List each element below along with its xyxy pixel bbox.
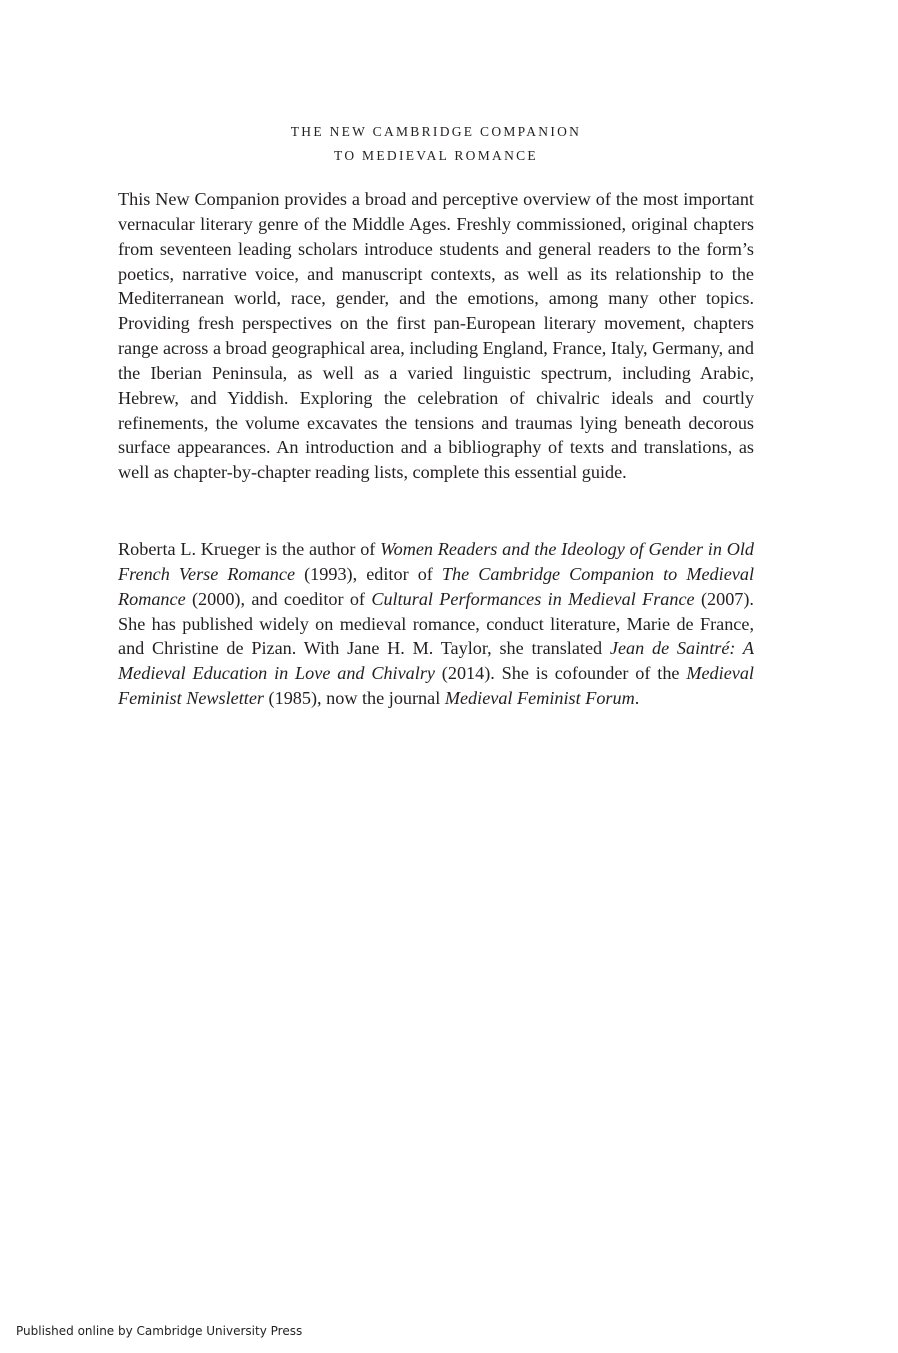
book-title [0, 120, 872, 168]
book-title-line-1: THE NEW CAMBRIDGE COMPANION [290, 124, 582, 139]
work-title: Medieval Feminist Forum [444, 688, 635, 709]
publisher-footer: Published online by Cambridge University Press [16, 1324, 303, 1338]
bio-text: (2014). She is cofounder of the [434, 663, 687, 684]
work-title: The Cambridge Companion to Medieval Romance [118, 563, 754, 609]
work-title: Medieval Feminist Newsletter [118, 663, 754, 709]
bio-text: (1985), now the journal [264, 688, 445, 709]
work-title: Jean de Saintré: A Medieval Education in Love and Chivalry [118, 638, 755, 684]
work-title: Cultural Performances in Medieval France [371, 588, 695, 609]
bio-text: (2000), and coeditor of [185, 588, 372, 609]
book-title-line-2: TO MEDIEVAL ROMANCE [334, 148, 538, 163]
bio-text: (2007). She has published widely on medieval romance, conduct literature, Marie de France, and Christine de Pizan. With Jane H. M. Taylor, she translated [118, 588, 754, 659]
bio-text: . [634, 688, 640, 709]
bio-text: (1993), editor of [295, 563, 442, 584]
author-biography [118, 537, 754, 711]
book-description: This New Companion provides a broad and perceptive overview of the most important vernacular literary genre of the Middle Ages. Freshly commissioned, original chapters from seventeen leading scholars introduce students and general readers to the form’s poetics, narrative voice, and manuscript contexts, as well as its relationship to the Mediterranean world, race, gender, and the emotions, among many other topics. Providing fresh perspectives on the first pan-European literary movement, chapters range across a broad geographical area, including England, France, Italy, Germany, and the Iberian Peninsula, as well as a varied linguistic spectrum, including Arabic, Hebrew, and Yiddish. Exploring the celebration of chivalric ideals and courtly refinements, the volume excavates the tensions and traumas lying beneath decorous surface appearances. An introduction and a bibliography of texts and translations, as well as chapter-by-chapter reading lists, complete this essential guide. [118, 189, 754, 483]
work-title: Women Readers and the Ideology of Gender in Old French Verse Romance [118, 539, 754, 584]
bio-text: Roberta L. Krueger is the author of [118, 539, 381, 559]
